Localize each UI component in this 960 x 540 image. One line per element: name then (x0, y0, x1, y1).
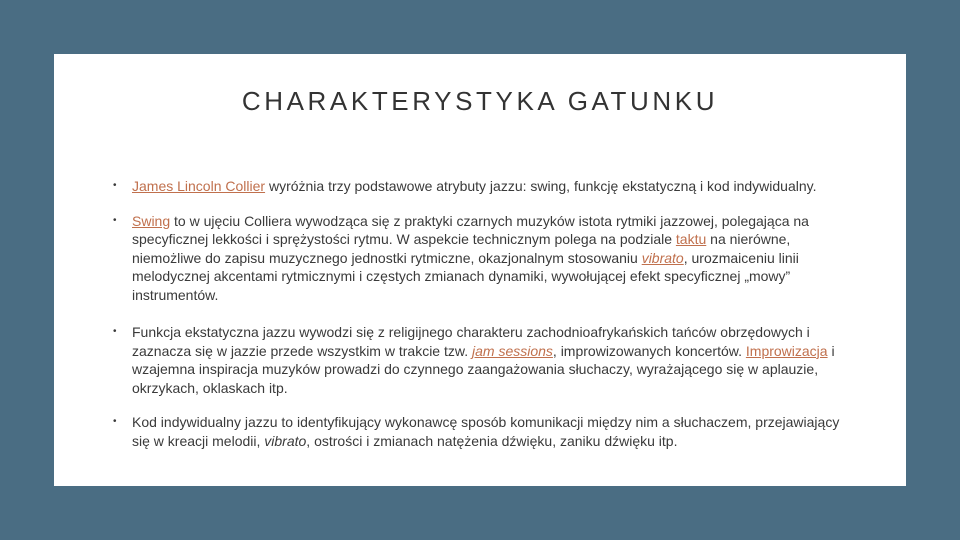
bullet-text: to w ujęciu Colliera wywodząca się z praktyki czarnych muzyków istota rytmiki jazzowej, polegająca na specyficznej lekkości i sprężystości rytmu. W aspekcie technicznym polega na podziale (132, 212, 809, 247)
bullet-text: na nierówne, niemożliwe do zapisu muzycznego jednostki rytmiczne, okazjonalnym stosowaniu (132, 231, 791, 266)
slide-card (54, 54, 906, 486)
bullet-item-swing (113, 212, 858, 305)
bullet-text: i wzajemna inspiracja muzyków prowadzi do czynnego zaangażowania słuchaczy, wyrażającego się w aplauzie, okrzykach, oklaskach itp. (132, 342, 835, 396)
bullet-text: , improwizowanych koncertów. (552, 342, 746, 359)
bullet-text: Kod indywidualny jazzu to identyfikujący wykonawcę sposób komunikacji między nim a słuchaczem, przejawiający się w kreacji melodii, (132, 414, 840, 449)
link-james-lincoln-collier[interactable]: James Lincoln Collier (132, 178, 266, 194)
bullet-text: wyróżnia trzy podstawowe atrybuty jazzu: swing, funkcję ekstatyczną i kod indywidualny. (265, 178, 817, 194)
bullet-item-kod-indywidualny (113, 413, 858, 450)
link-vibrato[interactable]: vibrato (641, 249, 684, 266)
bullet-text: , urozmaiceniu linii melodycznej akcentami rytmicznymi i częstych zmianach dynamiki, wywołującej efekt specyficznej „mowy” instrumentów. (132, 249, 799, 303)
link-jam-sessions[interactable]: jam sessions (472, 342, 553, 359)
link-improwizacja[interactable]: Improwizacja (745, 342, 828, 359)
italic-vibrato: vibrato (264, 432, 307, 449)
bullet-item-funkcja-ekstatyczna (113, 323, 858, 397)
bullet-text: Funkcja ekstatyczna jazzu wywodzi się z religijnego charakteru zachodnioafrykańskich tańców obrzędowych i zaznacza się w jazzie przede wszystkim w trakcie tzw. (132, 324, 810, 359)
slide-title: CHARAKTERYSTYKA GATUNKU (241, 86, 719, 116)
bullet-list (113, 177, 858, 466)
bullet-text: , ostrości i zmianach natężenia dźwięku, zaniku dźwięku itp. (306, 432, 678, 449)
link-swing[interactable]: Swing (132, 212, 171, 229)
bullet-item-collier (113, 177, 858, 196)
link-taktu[interactable]: taktu (675, 231, 707, 247)
